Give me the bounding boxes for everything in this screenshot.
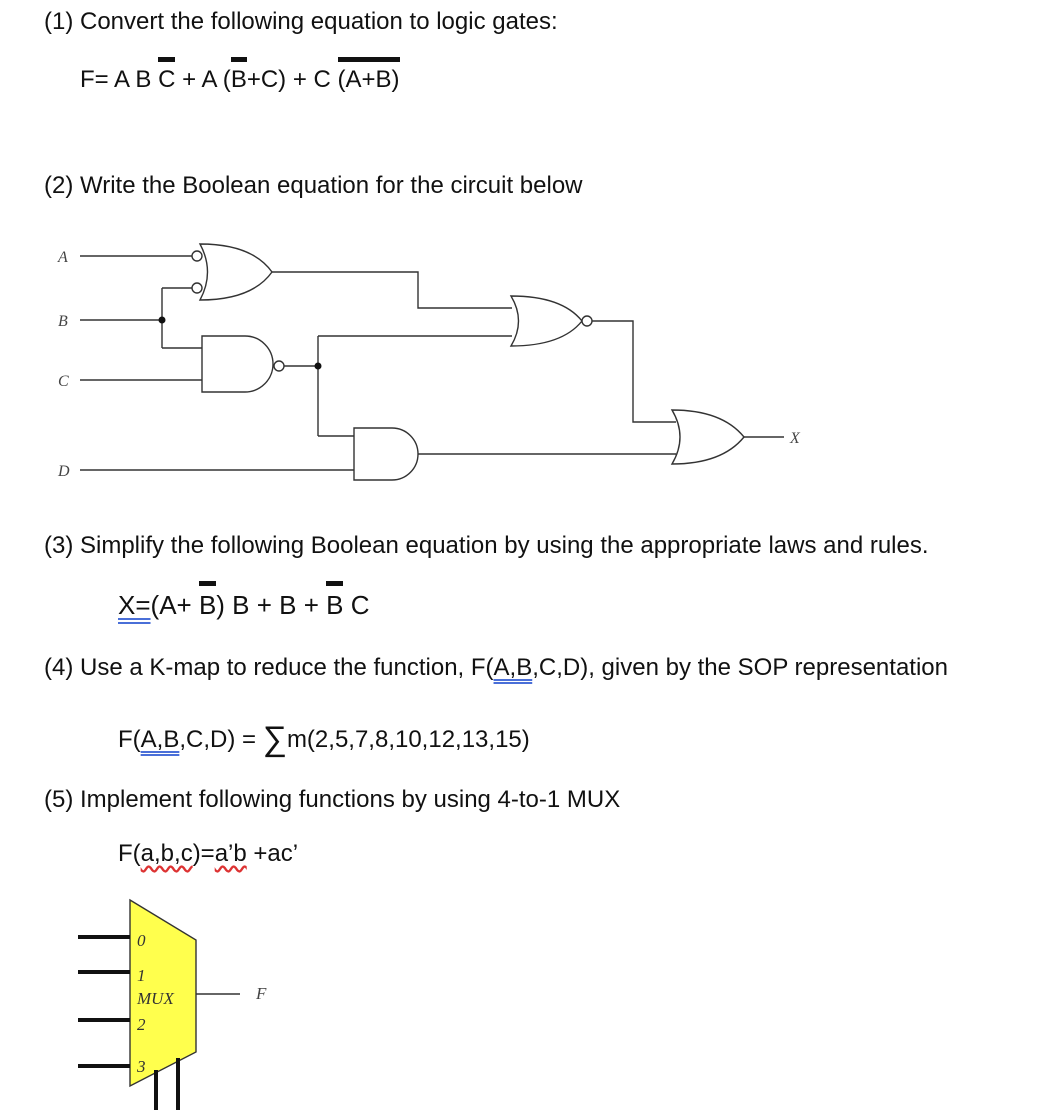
q5-eq-mid: )= — [192, 840, 215, 867]
q3-prompt: (3) Simplify the following Boolean equation by using the appropriate laws and rules. — [44, 532, 929, 559]
q4-prompt-pre: (4) Use a K-map to reduce the function, F( — [44, 654, 494, 681]
label-b: B — [58, 313, 68, 330]
mux-in-3: 3 — [137, 1057, 146, 1076]
q4-prompt-post: ,C,D), given by the SOP representation — [532, 654, 948, 681]
q1-var-b: B — [135, 66, 152, 93]
q4-eq-ab: A,B — [140, 726, 180, 753]
mux-label: MUX — [137, 989, 174, 1008]
label-d: D — [58, 463, 70, 480]
mux-in-2: 2 — [137, 1015, 146, 1034]
label-a: A — [58, 249, 68, 266]
q1-lhs: F= — [80, 66, 115, 93]
q1-plus-2: + — [286, 66, 314, 93]
q3-b-bar-2: B — [326, 590, 344, 620]
q4-minterms: m(2,5,7,8,10,12,13,15) — [286, 726, 530, 753]
q4-prompt-ab: A,B — [493, 654, 533, 681]
q5-prompt: (5) Implement following functions by using 4-to-1 MUX — [44, 786, 621, 813]
q1-var-c2: C — [313, 66, 338, 93]
mux-in-0: 0 — [137, 931, 146, 950]
q1-plus-c: +C) — [246, 66, 287, 93]
q4-eq-pre: F( — [118, 726, 141, 753]
q1-prompt: (1) Convert the following equation to logic gates: — [44, 8, 558, 35]
label-x: X — [790, 430, 800, 447]
q2-prompt: (2) Write the Boolean equation for the circuit below — [44, 172, 583, 199]
q4-eq-post: ,C,D) = — [179, 726, 263, 753]
q1-var-a2: A — [201, 66, 217, 93]
q1-paren-open: ( — [216, 66, 231, 93]
q5-eq-post: +ac’ — [246, 840, 299, 867]
label-c: C — [58, 373, 69, 390]
mux-in-1: 1 — [137, 966, 146, 985]
q3-part-2: ) B + B + — [216, 590, 327, 620]
q5-eq-abc: a,b,c — [140, 840, 193, 867]
q3-x: X= — [118, 590, 151, 620]
q1-var-b-bar: B — [230, 66, 247, 93]
q1-a-plus-b-bar: (A+B) — [337, 66, 400, 93]
q3-part-3: C — [343, 590, 370, 620]
q5-eq-pre: F( — [118, 840, 141, 867]
q1-var-c-bar: C — [158, 66, 176, 93]
q1-var-a: A — [114, 66, 129, 93]
mux-out-f: F — [256, 984, 267, 1003]
sigma-symbol: ∑ — [262, 720, 287, 758]
q3-b-bar: B — [198, 590, 217, 620]
q3-part-1: (A+ — [150, 590, 199, 620]
q5-eq-ab-term: a’b — [214, 840, 247, 867]
q1-plus-1: + — [175, 66, 202, 93]
